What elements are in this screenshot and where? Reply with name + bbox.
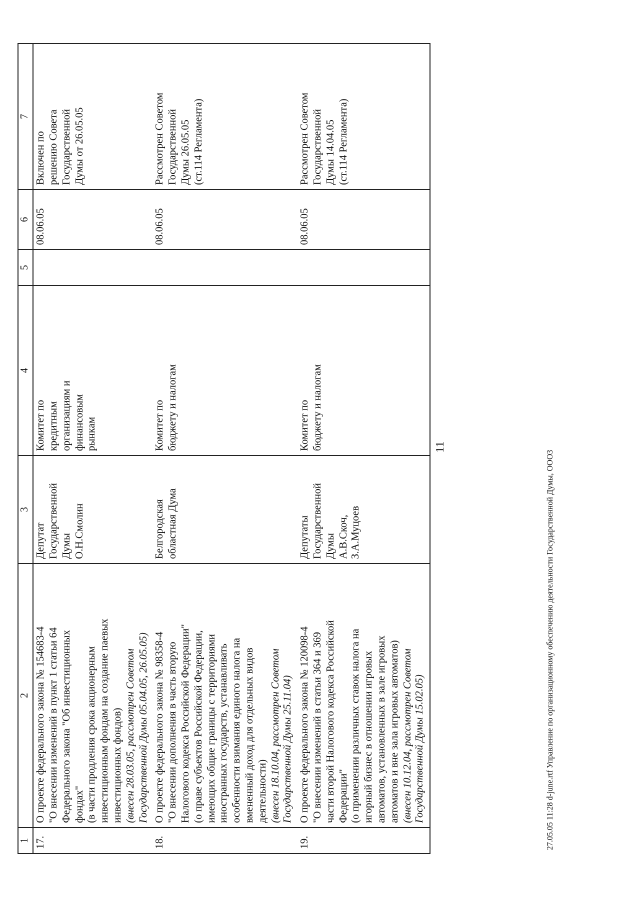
title-lines-line: "О внесении изменений в пункт 1 статьи 64	[48, 627, 60, 823]
initiator-lines-line: Государственной	[312, 483, 324, 559]
column-header-4: 4	[18, 286, 33, 456]
table-header-row	[18, 44, 33, 854]
date-cell: 08.06.05	[298, 190, 430, 250]
committee-lines-line: Комитет по	[35, 399, 47, 451]
committee-cell	[33, 286, 153, 456]
legislation-table	[18, 43, 431, 854]
committee-lines-line: бюджету и налогам	[312, 364, 324, 451]
date-cell: 08.06.05	[33, 190, 153, 250]
title-lines-line: Федерального закона "Об инвестиционных	[61, 630, 73, 823]
column-header-3: 3	[18, 456, 33, 564]
title-italic-lines-line: Государственной Думы 15.02.05)	[414, 674, 426, 823]
column-5-cell	[33, 250, 153, 286]
note-lines-line: Государственной	[167, 109, 179, 185]
note-cell	[298, 44, 430, 190]
column-header-5: 5	[18, 250, 33, 286]
committee-lines-line: Комитет по	[154, 399, 166, 451]
date-cell: 08.06.05	[153, 190, 298, 250]
row-number: 19.	[298, 828, 430, 854]
note-lines-line: Рассмотрен Советом	[299, 92, 311, 185]
title-lines-line: инвестиционных фондов)	[112, 707, 124, 823]
title-lines-line: части второй Налогового кодекса Российской	[325, 620, 337, 823]
title-italic-lines-line: Государственной Думы 05.04.05, 26.05.05)	[138, 632, 150, 823]
committee-lines-line: бюджету и налогам	[167, 364, 179, 451]
note-lines-line: Государственной	[312, 109, 324, 185]
title-lines-line: "О внесении изменений в статьи 364 и 369	[312, 632, 324, 823]
title-italic-lines-line: (внесен 28.03.05, рассмотрен Советом	[125, 648, 137, 823]
title-lines-line: О проекте федерального закона № 120098-4	[299, 626, 311, 823]
title-italic-lines-line: Государственной Думы 25.11.04)	[282, 675, 294, 823]
row-number: 17.	[33, 828, 153, 854]
page-number: 11	[432, 441, 447, 453]
column-header-6: 6	[18, 190, 33, 250]
title-lines-line: (о праве субъектов Российской Федерации,	[193, 630, 205, 823]
initiator-lines-line: З.А.Муцоев	[350, 505, 362, 559]
initiator-lines-line: Государственной	[48, 483, 60, 559]
column-header-2: 2	[18, 564, 33, 828]
note-lines-line: (ст.114 Регламента)	[193, 98, 205, 185]
title-lines-line: вмененный доход для отдельных видов	[244, 647, 256, 823]
title-lines-line: деятельности)	[257, 759, 269, 823]
title-lines-line: имеющих общие границы с территориями	[206, 634, 218, 823]
title-lines-line: автоматов, установленных в зале игровых	[376, 635, 388, 823]
title-lines-line: О проекте федерального закона № 154683-4	[35, 626, 47, 823]
title-lines-line: Налогового кодекса Российской Федерации"	[180, 624, 192, 823]
title-italic-lines-line: (внесен 18.10.04, рассмотрен Советом	[270, 648, 282, 823]
note-lines-line: решению Совета	[48, 109, 60, 185]
column-5-cell	[153, 250, 298, 286]
note-cell	[33, 44, 153, 190]
title-lines-line: О проекте федерального закона № 98358-4	[154, 631, 166, 823]
footer-note: 27.05.05 11:28 d-june.rtf Управление по организационному обеспечению деятельности Государственной Думы, ООО3	[545, 449, 555, 851]
row-number: 18.	[153, 828, 298, 854]
initiator-cell	[298, 456, 430, 564]
title-lines-line: иностранных государств, устанавливать	[218, 643, 230, 823]
note-lines-line: (ст.114 Регламента)	[338, 98, 350, 185]
initiator-cell	[33, 456, 153, 564]
committee-lines-line: финансовым	[74, 394, 86, 451]
title-italic-lines-line: (внесен 10.12.04, рассмотрен Советом	[402, 648, 413, 823]
initiator-lines-line: Депутаты	[299, 515, 311, 559]
bill-title-cell	[298, 564, 430, 828]
note-lines-line: Думы от 26.05.05	[74, 107, 86, 185]
committee-lines-line: организациям и	[61, 380, 73, 451]
title-lines-line: Федерации"	[338, 769, 350, 823]
column-header-1: 1	[18, 828, 33, 854]
initiator-lines-line: Думы	[325, 533, 337, 559]
table-row	[298, 44, 430, 854]
title-lines-line: инвестиционным фондам на создание паевых	[99, 618, 111, 823]
note-lines-line: Рассмотрен Советом	[154, 92, 166, 185]
initiator-lines-line: Думы	[61, 533, 73, 559]
bill-title-cell	[33, 564, 153, 828]
title-lines-line: (о применении различных ставок налога на	[350, 628, 362, 823]
committee-lines-line: кредитным	[48, 401, 60, 451]
title-lines-line: фондах"	[74, 785, 86, 823]
column-header-7: 7	[18, 44, 33, 190]
initiator-lines-line: областная Дума	[167, 488, 179, 559]
committee-cell	[298, 286, 430, 456]
document-sheet	[18, 44, 583, 854]
table-row	[153, 44, 298, 854]
title-lines-line: особенности взимания единого налога на	[231, 637, 243, 823]
bill-title-cell	[153, 564, 298, 828]
title-lines-line: игорный бизнес в отношении игровых	[363, 650, 375, 823]
title-lines-line: (в части продления срока акционерным	[86, 646, 98, 823]
initiator-cell	[153, 456, 298, 564]
note-cell	[153, 44, 298, 190]
committee-lines-line: рынкам	[86, 416, 98, 451]
note-lines-line: Думы 26.05.05	[180, 119, 192, 185]
note-lines-line: Государственной	[61, 109, 73, 185]
title-lines-line: "О внесении дополнения в часть вторую	[167, 641, 179, 823]
column-5-cell	[298, 250, 430, 286]
committee-lines-line: Комитет по	[299, 399, 311, 451]
initiator-lines-line: Депутат	[35, 522, 47, 559]
initiator-lines-line: Белгородская	[154, 499, 166, 559]
note-lines-line: Включен по	[35, 131, 47, 185]
title-lines-line: автоматов и вне зала игровых автоматов)	[389, 640, 401, 823]
table-row	[33, 44, 153, 854]
initiator-lines-line: А.В.Скоч,	[338, 514, 350, 559]
note-lines-line: Думы 14.04.05	[325, 119, 337, 185]
initiator-lines-line: О.Н.Смолин	[74, 503, 86, 559]
committee-cell	[153, 286, 298, 456]
